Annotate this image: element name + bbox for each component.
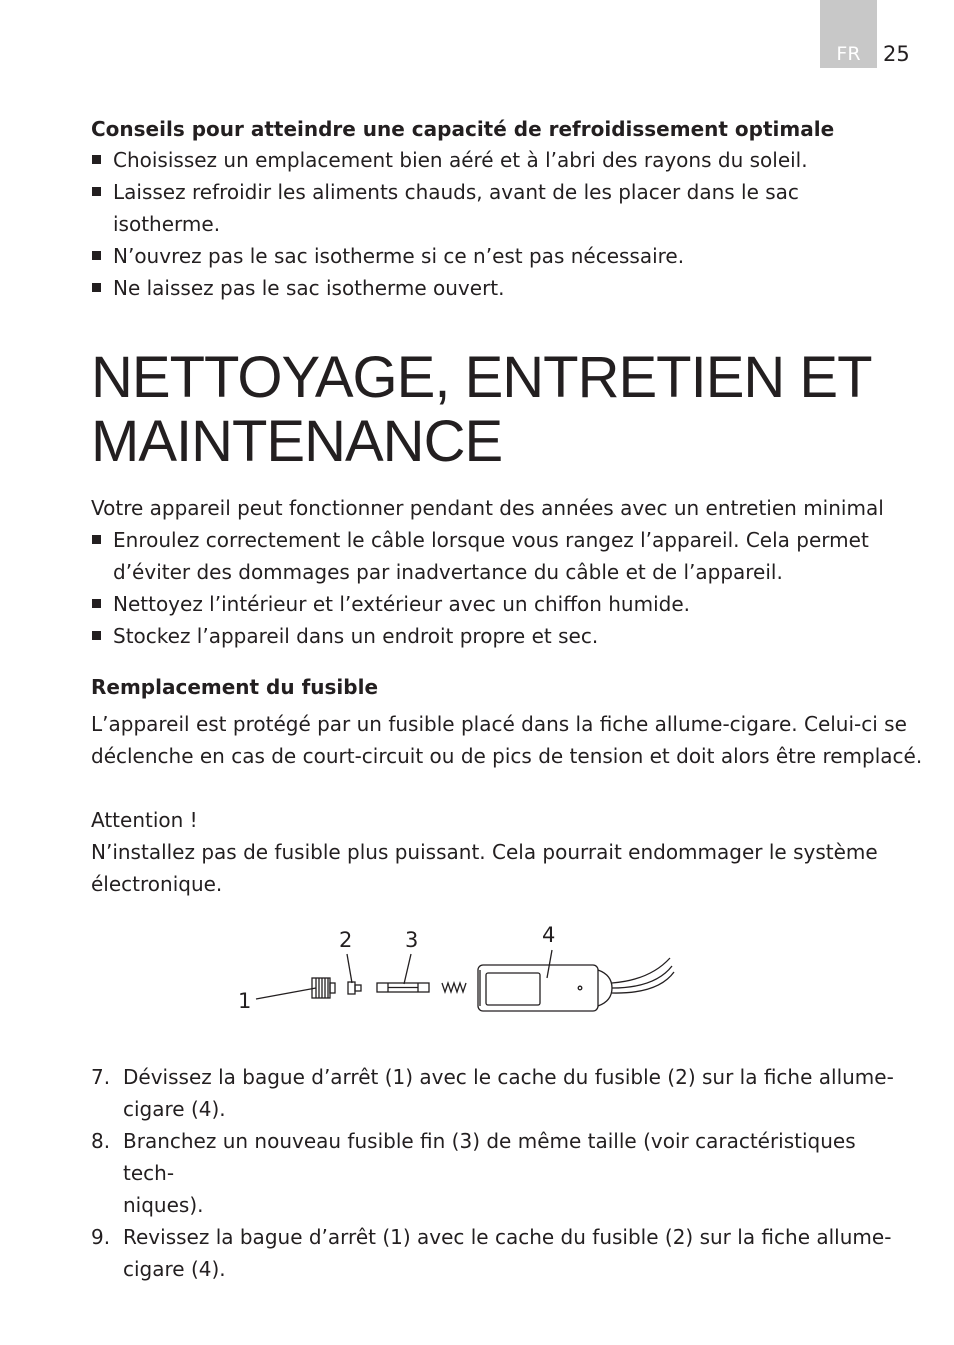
step-line: Dévissez la bague d’arrêt (1) avec le cache du fusible (2) sur la fiche allume- <box>123 1065 894 1089</box>
warning-title: Attention ! <box>91 808 198 832</box>
step-line: Revissez la bague d’arrêt (1) avec le cache du fusible (2) sur la fiche allume- <box>123 1225 892 1249</box>
cleaning-item-line: Enroulez correctement le câble lorsque vous rangez l’appareil. Cela permet <box>113 528 869 552</box>
step-number: 7. <box>91 1065 111 1089</box>
figure-label-2: 2 <box>339 928 353 952</box>
steps-list <box>91 1061 911 1285</box>
step-line: cigare (4). <box>123 1257 226 1281</box>
language-label: FR <box>836 43 861 65</box>
cleaning-title-line2: MAINTENANCE <box>91 409 503 474</box>
step-item <box>91 1221 911 1285</box>
cleaning-title-line1: NETTOYAGE, ENTRETIEN ET <box>91 345 872 410</box>
fuse-diagram <box>230 920 680 1025</box>
figure-label-3: 3 <box>405 928 419 952</box>
tips-item: Laissez refroidir les aliments chauds, avant de les placer dans le sac isotherme. <box>91 176 911 240</box>
fuse-paragraph <box>91 708 923 772</box>
cleaning-title <box>91 346 911 474</box>
tips-item: Choisissez un emplacement bien aéré et à l’abri des rayons du soleil. <box>91 144 911 176</box>
step-line: niques). <box>123 1193 204 1217</box>
fuse-heading: Remplacement du fusible <box>91 675 379 699</box>
tips-section <box>91 117 911 304</box>
tips-heading: Conseils pour atteindre une capacité de refroidissement optimale <box>91 117 835 141</box>
fuse-section <box>91 675 923 900</box>
language-tab <box>820 0 877 68</box>
fuse-warning <box>91 804 911 900</box>
fuse-paragraph-line: déclenche en cas de court-circuit ou de pics de tension et doit alors être remplacé. <box>91 744 923 768</box>
step-line: cigare (4). <box>123 1097 226 1121</box>
warning-line: N’installez pas de fusible plus puissant. Cela pourrait endommager le système <box>91 840 878 864</box>
figure-label-4: 4 <box>542 923 556 947</box>
step-item <box>91 1125 911 1221</box>
figure-label-1: 1 <box>238 989 252 1013</box>
fuse-paragraph-line: L’appareil est protégé par un fusible placé dans la fiche allume-cigare. Celui-ci se <box>91 712 907 736</box>
cleaning-list <box>91 524 911 652</box>
cleaning-item: Stockez l’appareil dans un endroit propre et sec. <box>91 620 911 652</box>
step-number: 9. <box>91 1225 111 1249</box>
cleaning-section <box>91 492 911 652</box>
tips-list <box>91 144 911 304</box>
cleaning-item-line: d’éviter des dommages par inadvertance du câble et de l’appareil. <box>113 560 783 584</box>
cleaning-item <box>91 524 911 588</box>
cleaning-intro: Votre appareil peut fonctionner pendant des années avec un entretien minimal <box>91 496 884 520</box>
steps-section <box>91 1061 911 1285</box>
step-item <box>91 1061 911 1125</box>
tips-item: Ne laissez pas le sac isotherme ouvert. <box>91 272 911 304</box>
cleaning-title-block <box>91 346 911 474</box>
warning-line: électronique. <box>91 872 223 896</box>
cleaning-item: Nettoyez l’intérieur et l’extérieur avec un chiffon humide. <box>91 588 911 620</box>
step-line: Branchez un nouveau fusible fin (3) de même taille (voir caractéristiques tech- <box>123 1129 856 1185</box>
tips-item: N’ouvrez pas le sac isotherme si ce n’est pas nécessaire. <box>91 240 911 272</box>
step-number: 8. <box>91 1129 111 1153</box>
page-number: 25 <box>883 42 910 66</box>
fuse-parts-drawing <box>256 950 674 1011</box>
